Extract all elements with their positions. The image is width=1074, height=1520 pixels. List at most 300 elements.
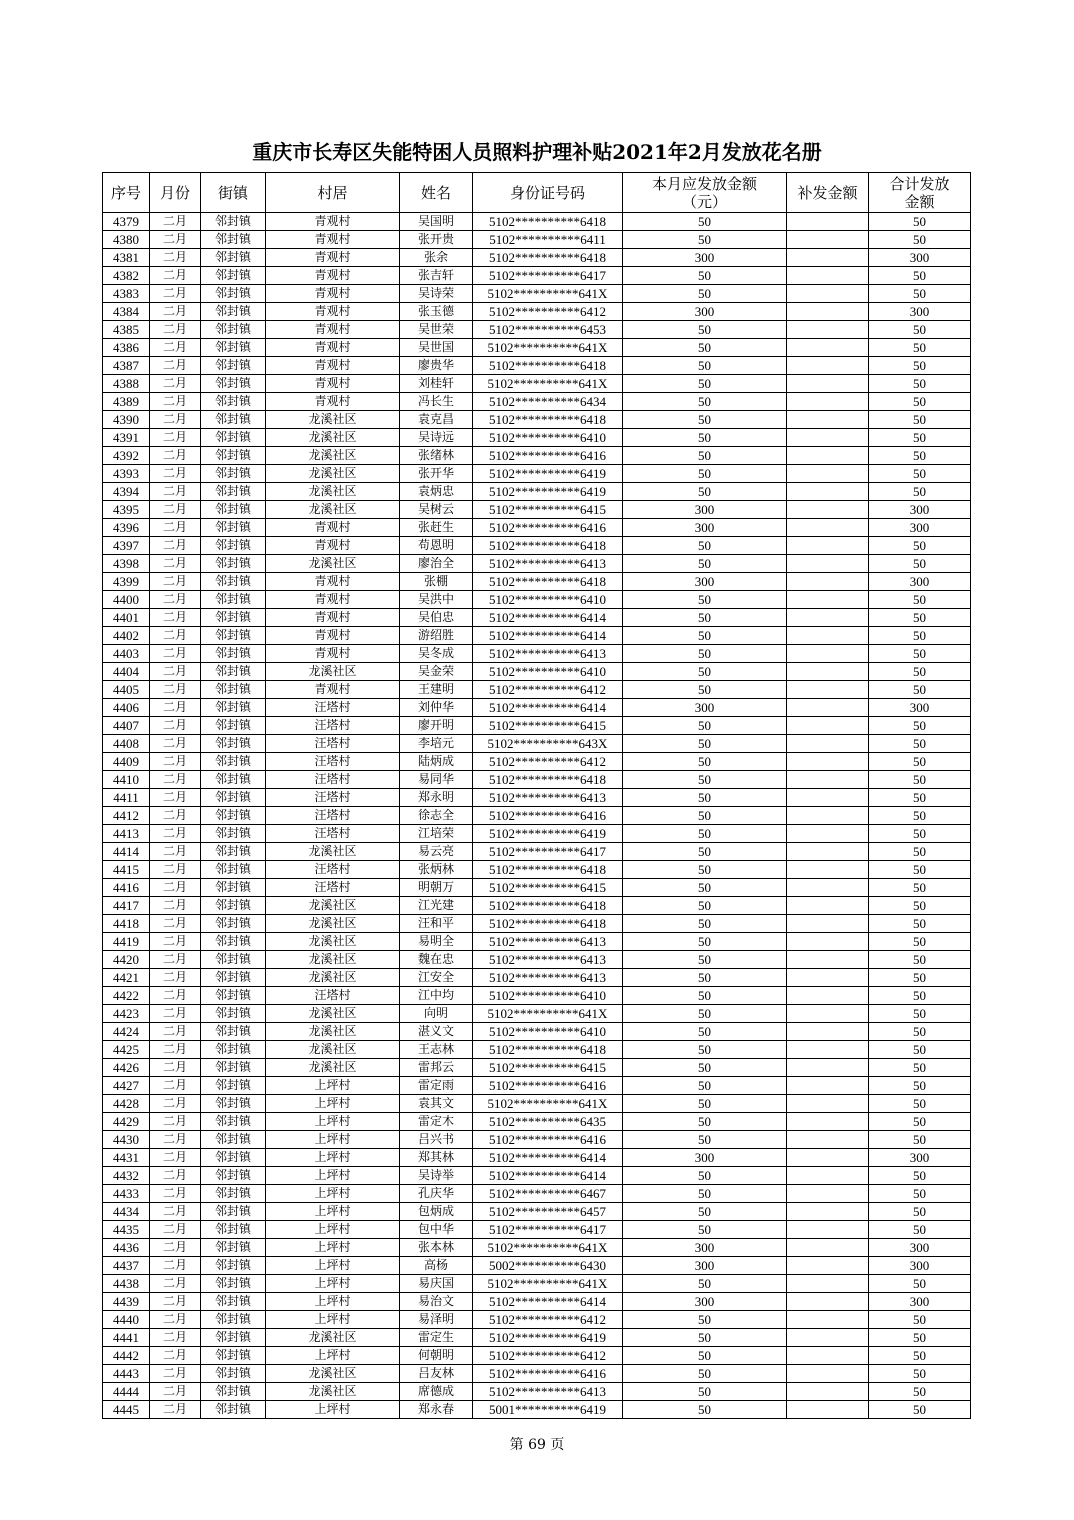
cell-total: 50 <box>869 825 971 843</box>
cell-name: 刘桂轩 <box>400 375 473 393</box>
cell-total: 300 <box>869 1239 971 1257</box>
cell-name: 吴冬成 <box>400 645 473 663</box>
cell-town: 邻封镇 <box>201 1275 266 1293</box>
cell-town: 邻封镇 <box>201 699 266 717</box>
cell-month: 二月 <box>150 231 201 249</box>
cell-seq: 4412 <box>103 807 150 825</box>
cell-supplement <box>787 213 869 231</box>
cell-town: 邻封镇 <box>201 681 266 699</box>
cell-id: 5102**********6410 <box>473 663 623 681</box>
cell-name: 孔庆华 <box>400 1185 473 1203</box>
cell-id: 5102**********6418 <box>473 249 623 267</box>
cell-id: 5102**********6416 <box>473 1131 623 1149</box>
cell-supplement <box>787 357 869 375</box>
cell-id: 5102**********6418 <box>473 213 623 231</box>
cell-total: 50 <box>869 1059 971 1077</box>
cell-amount: 50 <box>623 843 787 861</box>
cell-id: 5102**********6418 <box>473 897 623 915</box>
cell-amount: 50 <box>623 1221 787 1239</box>
cell-id: 5102**********6418 <box>473 411 623 429</box>
cell-total: 300 <box>869 1293 971 1311</box>
cell-month: 二月 <box>150 1203 201 1221</box>
cell-total: 300 <box>869 1257 971 1275</box>
cell-total: 50 <box>869 1167 971 1185</box>
cell-id: 5102**********6418 <box>473 573 623 591</box>
cell-amount: 50 <box>623 231 787 249</box>
table-row <box>103 1329 971 1347</box>
cell-village: 汪塔村 <box>266 789 400 807</box>
cell-month: 二月 <box>150 1077 201 1095</box>
cell-id: 5102**********6415 <box>473 1059 623 1077</box>
cell-total: 50 <box>869 789 971 807</box>
table-row <box>103 303 971 321</box>
cell-amount: 50 <box>623 861 787 879</box>
cell-id: 5102**********6415 <box>473 879 623 897</box>
table-row <box>103 1239 971 1257</box>
cell-total: 50 <box>869 897 971 915</box>
table-row <box>103 1275 971 1293</box>
cell-town: 邻封镇 <box>201 1077 266 1095</box>
cell-total: 50 <box>869 609 971 627</box>
cell-seq: 4435 <box>103 1221 150 1239</box>
cell-supplement <box>787 969 869 987</box>
cell-supplement <box>787 573 869 591</box>
table-row <box>103 393 971 411</box>
cell-month: 二月 <box>150 627 201 645</box>
cell-supplement <box>787 591 869 609</box>
cell-seq: 4416 <box>103 879 150 897</box>
cell-month: 二月 <box>150 771 201 789</box>
cell-village: 上坪村 <box>266 1293 400 1311</box>
cell-amount: 50 <box>623 1005 787 1023</box>
table-row <box>103 825 971 843</box>
cell-town: 邻封镇 <box>201 1041 266 1059</box>
table-row <box>103 879 971 897</box>
cell-id: 5102**********6416 <box>473 1077 623 1095</box>
cell-amount: 300 <box>623 699 787 717</box>
cell-town: 邻封镇 <box>201 249 266 267</box>
cell-village: 青观村 <box>266 213 400 231</box>
cell-village: 青观村 <box>266 519 400 537</box>
table-row <box>103 1077 971 1095</box>
cell-supplement <box>787 951 869 969</box>
cell-name: 苟恩明 <box>400 537 473 555</box>
cell-id: 5102**********6415 <box>473 501 623 519</box>
cell-town: 邻封镇 <box>201 771 266 789</box>
cell-amount: 300 <box>623 1257 787 1275</box>
cell-month: 二月 <box>150 303 201 321</box>
cell-seq: 4444 <box>103 1383 150 1401</box>
cell-id: 5102**********6418 <box>473 537 623 555</box>
cell-village: 青观村 <box>266 267 400 285</box>
cell-name: 张绪林 <box>400 447 473 465</box>
cell-village: 青观村 <box>266 375 400 393</box>
cell-name: 汪和平 <box>400 915 473 933</box>
header-seq: 序号 <box>103 173 150 213</box>
cell-total: 50 <box>869 555 971 573</box>
cell-id: 5102**********6414 <box>473 609 623 627</box>
cell-name: 吕友林 <box>400 1365 473 1383</box>
cell-amount: 50 <box>623 1185 787 1203</box>
cell-town: 邻封镇 <box>201 915 266 933</box>
cell-id: 5102**********6418 <box>473 357 623 375</box>
cell-name: 向明 <box>400 1005 473 1023</box>
cell-name: 江光建 <box>400 897 473 915</box>
cell-seq: 4402 <box>103 627 150 645</box>
cell-name: 易庆国 <box>400 1275 473 1293</box>
cell-month: 二月 <box>150 1257 201 1275</box>
cell-town: 邻封镇 <box>201 843 266 861</box>
cell-amount: 50 <box>623 411 787 429</box>
table-row <box>103 807 971 825</box>
cell-month: 二月 <box>150 645 201 663</box>
cell-seq: 4391 <box>103 429 150 447</box>
cell-total: 50 <box>869 753 971 771</box>
cell-id: 5002**********6430 <box>473 1257 623 1275</box>
cell-id: 5102**********6453 <box>473 321 623 339</box>
cell-town: 邻封镇 <box>201 609 266 627</box>
cell-village: 青观村 <box>266 627 400 645</box>
table-row <box>103 1365 971 1383</box>
cell-town: 邻封镇 <box>201 357 266 375</box>
cell-amount: 50 <box>623 429 787 447</box>
cell-id: 5102**********6412 <box>473 303 623 321</box>
cell-id: 5102**********6418 <box>473 915 623 933</box>
cell-name: 吴伯忠 <box>400 609 473 627</box>
cell-id: 5102**********6410 <box>473 429 623 447</box>
cell-town: 邻封镇 <box>201 213 266 231</box>
cell-month: 二月 <box>150 249 201 267</box>
cell-town: 邻封镇 <box>201 1185 266 1203</box>
cell-seq: 4419 <box>103 933 150 951</box>
table-row <box>103 627 971 645</box>
cell-village: 上坪村 <box>266 1275 400 1293</box>
table-row <box>103 1059 971 1077</box>
cell-id: 5102**********641X <box>473 285 623 303</box>
cell-total: 50 <box>869 951 971 969</box>
cell-village: 汪塔村 <box>266 753 400 771</box>
cell-month: 二月 <box>150 1113 201 1131</box>
cell-name: 郑永春 <box>400 1401 473 1419</box>
cell-month: 二月 <box>150 861 201 879</box>
cell-total: 50 <box>869 411 971 429</box>
table-row <box>103 753 971 771</box>
cell-seq: 4418 <box>103 915 150 933</box>
table-row <box>103 1185 971 1203</box>
cell-town: 邻封镇 <box>201 717 266 735</box>
cell-total: 300 <box>869 1149 971 1167</box>
table-row <box>103 1167 971 1185</box>
cell-town: 邻封镇 <box>201 573 266 591</box>
cell-name: 王志林 <box>400 1041 473 1059</box>
cell-name: 王建明 <box>400 681 473 699</box>
cell-month: 二月 <box>150 1275 201 1293</box>
cell-id: 5102**********6413 <box>473 1383 623 1401</box>
cell-total: 50 <box>869 933 971 951</box>
table-row <box>103 987 971 1005</box>
table-row <box>103 231 971 249</box>
cell-village: 汪塔村 <box>266 879 400 897</box>
cell-total: 50 <box>869 1113 971 1131</box>
cell-name: 吴诗举 <box>400 1167 473 1185</box>
cell-name: 袁炳忠 <box>400 483 473 501</box>
cell-name: 廖贵华 <box>400 357 473 375</box>
cell-id: 5102**********6412 <box>473 681 623 699</box>
cell-name: 郑永明 <box>400 789 473 807</box>
table-row <box>103 591 971 609</box>
cell-town: 邻封镇 <box>201 321 266 339</box>
cell-town: 邻封镇 <box>201 393 266 411</box>
cell-village: 上坪村 <box>266 1131 400 1149</box>
cell-village: 龙溪社区 <box>266 501 400 519</box>
cell-village: 龙溪社区 <box>266 483 400 501</box>
cell-seq: 4396 <box>103 519 150 537</box>
cell-town: 邻封镇 <box>201 285 266 303</box>
cell-id: 5102**********6417 <box>473 1221 623 1239</box>
cell-village: 青观村 <box>266 591 400 609</box>
cell-month: 二月 <box>150 879 201 897</box>
cell-name: 吴金荣 <box>400 663 473 681</box>
cell-supplement <box>787 699 869 717</box>
cell-amount: 50 <box>623 285 787 303</box>
cell-supplement <box>787 1149 869 1167</box>
cell-month: 二月 <box>150 753 201 771</box>
table-row <box>103 681 971 699</box>
cell-amount: 50 <box>623 1203 787 1221</box>
cell-seq: 4413 <box>103 825 150 843</box>
cell-id: 5102**********6411 <box>473 231 623 249</box>
cell-month: 二月 <box>150 321 201 339</box>
cell-town: 邻封镇 <box>201 591 266 609</box>
cell-town: 邻封镇 <box>201 789 266 807</box>
cell-amount: 50 <box>623 807 787 825</box>
cell-supplement <box>787 843 869 861</box>
cell-supplement <box>787 987 869 1005</box>
cell-amount: 50 <box>623 951 787 969</box>
cell-supplement <box>787 249 869 267</box>
cell-seq: 4403 <box>103 645 150 663</box>
cell-total: 50 <box>869 429 971 447</box>
cell-town: 邻封镇 <box>201 1257 266 1275</box>
cell-id: 5102**********6418 <box>473 1041 623 1059</box>
cell-seq: 4423 <box>103 1005 150 1023</box>
cell-village: 龙溪社区 <box>266 933 400 951</box>
cell-name: 包炳成 <box>400 1203 473 1221</box>
cell-seq: 4442 <box>103 1347 150 1365</box>
cell-total: 50 <box>869 1383 971 1401</box>
header-name: 姓名 <box>400 173 473 213</box>
cell-month: 二月 <box>150 1293 201 1311</box>
table-row <box>103 789 971 807</box>
cell-seq: 4387 <box>103 357 150 375</box>
cell-town: 邻封镇 <box>201 465 266 483</box>
cell-month: 二月 <box>150 807 201 825</box>
table-body <box>103 213 971 1419</box>
cell-month: 二月 <box>150 735 201 753</box>
cell-seq: 4408 <box>103 735 150 753</box>
cell-amount: 50 <box>623 735 787 753</box>
cell-id: 5102**********6419 <box>473 1329 623 1347</box>
cell-month: 二月 <box>150 699 201 717</box>
cell-name: 郑其林 <box>400 1149 473 1167</box>
cell-id: 5102**********6413 <box>473 789 623 807</box>
cell-village: 上坪村 <box>266 1257 400 1275</box>
cell-supplement <box>787 1365 869 1383</box>
cell-supplement <box>787 861 869 879</box>
cell-name: 冯长生 <box>400 393 473 411</box>
cell-seq: 4409 <box>103 753 150 771</box>
cell-amount: 50 <box>623 1365 787 1383</box>
cell-village: 青观村 <box>266 681 400 699</box>
cell-town: 邻封镇 <box>201 1167 266 1185</box>
cell-amount: 50 <box>623 1023 787 1041</box>
cell-town: 邻封镇 <box>201 645 266 663</box>
cell-id: 5102**********643X <box>473 735 623 753</box>
cell-supplement <box>787 753 869 771</box>
cell-seq: 4410 <box>103 771 150 789</box>
table-row <box>103 771 971 789</box>
cell-month: 二月 <box>150 843 201 861</box>
cell-id: 5102**********6434 <box>473 393 623 411</box>
cell-seq: 4445 <box>103 1401 150 1419</box>
cell-amount: 50 <box>623 537 787 555</box>
cell-id: 5102**********6413 <box>473 969 623 987</box>
cell-seq: 4406 <box>103 699 150 717</box>
cell-month: 二月 <box>150 339 201 357</box>
cell-month: 二月 <box>150 987 201 1005</box>
table-row <box>103 573 971 591</box>
cell-total: 50 <box>869 231 971 249</box>
cell-village: 龙溪社区 <box>266 429 400 447</box>
cell-month: 二月 <box>150 933 201 951</box>
cell-seq: 4434 <box>103 1203 150 1221</box>
cell-id: 5102**********6414 <box>473 699 623 717</box>
cell-id: 5102**********6414 <box>473 1167 623 1185</box>
cell-supplement <box>787 717 869 735</box>
cell-village: 龙溪社区 <box>266 951 400 969</box>
cell-month: 二月 <box>150 1185 201 1203</box>
cell-seq: 4415 <box>103 861 150 879</box>
cell-supplement <box>787 465 869 483</box>
cell-supplement <box>787 555 869 573</box>
cell-supplement <box>787 447 869 465</box>
cell-name: 江培荣 <box>400 825 473 843</box>
cell-total: 50 <box>869 267 971 285</box>
cell-amount: 50 <box>623 609 787 627</box>
table-row <box>103 267 971 285</box>
cell-month: 二月 <box>150 447 201 465</box>
cell-name: 高杨 <box>400 1257 473 1275</box>
cell-supplement <box>787 933 869 951</box>
table-row <box>103 735 971 753</box>
cell-village: 上坪村 <box>266 1149 400 1167</box>
cell-supplement <box>787 771 869 789</box>
cell-town: 邻封镇 <box>201 735 266 753</box>
cell-month: 二月 <box>150 213 201 231</box>
cell-town: 邻封镇 <box>201 1383 266 1401</box>
cell-total: 50 <box>869 861 971 879</box>
cell-town: 邻封镇 <box>201 969 266 987</box>
cell-amount: 300 <box>623 303 787 321</box>
cell-town: 邻封镇 <box>201 267 266 285</box>
cell-amount: 50 <box>623 1131 787 1149</box>
cell-name: 吴树云 <box>400 501 473 519</box>
cell-total: 50 <box>869 1077 971 1095</box>
cell-town: 邻封镇 <box>201 429 266 447</box>
cell-village: 龙溪社区 <box>266 1023 400 1041</box>
cell-village: 龙溪社区 <box>266 1041 400 1059</box>
cell-name: 包中华 <box>400 1221 473 1239</box>
table-row <box>103 375 971 393</box>
cell-town: 邻封镇 <box>201 375 266 393</box>
roster-table <box>102 172 971 1419</box>
cell-town: 邻封镇 <box>201 501 266 519</box>
cell-name: 游绍胜 <box>400 627 473 645</box>
cell-amount: 50 <box>623 717 787 735</box>
cell-town: 邻封镇 <box>201 1113 266 1131</box>
cell-seq: 4380 <box>103 231 150 249</box>
cell-total: 50 <box>869 1131 971 1149</box>
cell-seq: 4397 <box>103 537 150 555</box>
cell-total: 50 <box>869 987 971 1005</box>
cell-supplement <box>787 1239 869 1257</box>
cell-village: 汪塔村 <box>266 807 400 825</box>
cell-village: 青观村 <box>266 645 400 663</box>
cell-town: 邻封镇 <box>201 231 266 249</box>
cell-seq: 4384 <box>103 303 150 321</box>
cell-id: 5001**********6419 <box>473 1401 623 1419</box>
cell-total: 50 <box>869 1329 971 1347</box>
cell-month: 二月 <box>150 1059 201 1077</box>
cell-total: 50 <box>869 735 971 753</box>
cell-town: 邻封镇 <box>201 861 266 879</box>
cell-supplement <box>787 1347 869 1365</box>
cell-town: 邻封镇 <box>201 1059 266 1077</box>
cell-town: 邻封镇 <box>201 1365 266 1383</box>
cell-id: 5102**********6467 <box>473 1185 623 1203</box>
cell-village: 青观村 <box>266 573 400 591</box>
cell-supplement <box>787 1401 869 1419</box>
header-town: 街镇 <box>201 173 266 213</box>
cell-village: 龙溪社区 <box>266 555 400 573</box>
table-row <box>103 1131 971 1149</box>
cell-total: 50 <box>869 1275 971 1293</box>
table-row <box>103 699 971 717</box>
cell-name: 廖治全 <box>400 555 473 573</box>
cell-village: 龙溪社区 <box>266 663 400 681</box>
cell-total: 50 <box>869 645 971 663</box>
cell-total: 50 <box>869 879 971 897</box>
cell-name: 张赶生 <box>400 519 473 537</box>
cell-amount: 50 <box>623 1113 787 1131</box>
cell-amount: 50 <box>623 483 787 501</box>
cell-town: 邻封镇 <box>201 663 266 681</box>
cell-supplement <box>787 537 869 555</box>
cell-amount: 50 <box>623 663 787 681</box>
table-row <box>103 1041 971 1059</box>
cell-seq: 4439 <box>103 1293 150 1311</box>
table-row <box>103 1383 971 1401</box>
cell-town: 邻封镇 <box>201 1149 266 1167</box>
cell-amount: 50 <box>623 933 787 951</box>
cell-seq: 4441 <box>103 1329 150 1347</box>
cell-id: 5102**********6412 <box>473 1311 623 1329</box>
cell-name: 张开华 <box>400 465 473 483</box>
cell-seq: 4386 <box>103 339 150 357</box>
cell-amount: 50 <box>623 267 787 285</box>
table-row <box>103 717 971 735</box>
cell-supplement <box>787 303 869 321</box>
